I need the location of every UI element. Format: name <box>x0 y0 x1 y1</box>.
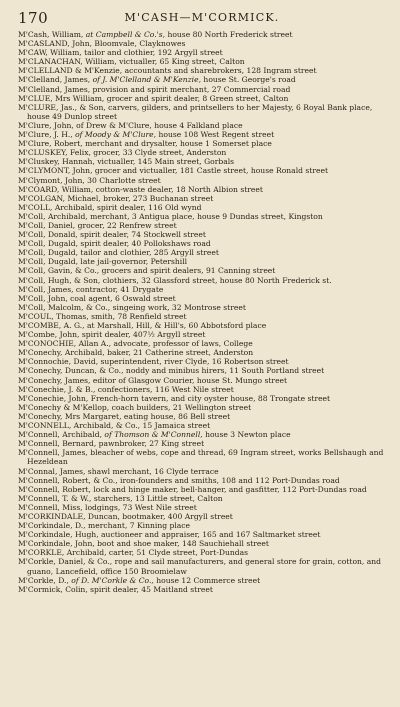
entry-details: John, coal agent, 6 Oswald street <box>47 293 176 303</box>
entry-details: & M'Kenzie, accountants and sharebrokers, 128 Ingram street <box>74 66 317 76</box>
entry-details: William, victualler, 65 King street, Calton <box>85 57 245 67</box>
entry-name: M'Connell, Archibald, <box>18 430 105 440</box>
entry-name: M'Clure, <box>18 120 54 130</box>
entry-details: John, of Drew & M'Clure, house 4 Falkland place <box>53 120 243 130</box>
entry-firm: of J. M'Clelland & M'Kenzie, <box>92 75 202 85</box>
directory-entry <box>18 57 386 66</box>
entry-name: M'Clure, <box>18 139 54 149</box>
entry-name: M'Connell, <box>18 448 63 458</box>
entry-name: M'CLANACHAN, <box>18 57 86 67</box>
directory-entry <box>18 330 386 339</box>
entry-details: & M'Kellop, coach builders, 21 Wellington street <box>63 402 252 412</box>
entry-details: Colin, spirit dealer, 45 Maitland street <box>65 584 213 594</box>
entry-details: John, boot and shoe maker, 148 Sauchiehall street <box>74 539 269 549</box>
directory-entry <box>18 66 386 75</box>
directory-entry <box>18 476 386 485</box>
entry-details: John, spirit dealer, 407½ Argyll street <box>59 330 206 340</box>
directory-entry <box>18 285 386 294</box>
entry-name: M'CAW, <box>18 48 51 58</box>
entry-name: M'COUL, <box>18 311 57 321</box>
entry-name: M'Combe, <box>18 330 60 340</box>
entry-name: M'Conechy <box>18 402 64 412</box>
entry-details: Hugh, auctioneer and appraiser, 165 and 167 Saltmarket street <box>74 530 321 540</box>
entry-details: Robert, merchant and drysalter, house 1 Somerset place <box>53 139 272 149</box>
directory-entry <box>18 412 386 421</box>
entry-name: M'CORKINDALE, <box>18 511 88 521</box>
entry-details: William, cotton-waste dealer, 18 North Albion street <box>61 184 263 194</box>
directory-entry <box>18 94 386 103</box>
entry-details: John, French-horn tavern, and city oyster house, 88 Trongate street <box>68 393 331 403</box>
directory-entry <box>18 266 386 275</box>
entry-name: M'Connell, <box>18 493 63 503</box>
directory-entry <box>18 157 386 166</box>
directory-entry <box>18 548 386 557</box>
page-header <box>18 6 386 26</box>
directory-entry <box>18 85 386 94</box>
entry-details: Archibald, spirit dealer, 116 Old wynd <box>54 202 202 212</box>
entry-name: M'Conechie, <box>18 384 69 394</box>
entry-details: Dugald, tailor and clothier, 285 Argyll street <box>47 248 219 258</box>
entry-details: Duncan, & Co., noddy and minibus hirers, 11 South Portland street <box>64 366 325 376</box>
entry-name: M'CONNELL, <box>18 421 74 431</box>
directory-entry <box>18 194 386 203</box>
directory-entry <box>18 539 386 548</box>
entry-details: John, Bloomvale, Clayknowes <box>72 39 186 49</box>
entry-details: Gavin, & Co., grocers and spirit dealers, 91 Canning street <box>47 266 276 276</box>
entry-name: M'Coll, <box>18 211 48 221</box>
directory-entry <box>18 421 386 430</box>
running-head: M'CASH—M'CORMICK. <box>124 11 280 24</box>
entry-name: M'CORKLE, <box>18 548 67 558</box>
directory-entry <box>18 212 386 221</box>
directory-entry <box>18 257 386 266</box>
entry-name: M'Coll, <box>18 284 48 294</box>
directory-entry <box>18 339 386 348</box>
entry-name: M'Connell, <box>18 502 63 512</box>
entry-details: James, bleacher of webs, cope and thread, 69 Ingram street, works Bellshaugh and Hezeldean <box>27 448 384 467</box>
entry-name: M'Connell, <box>18 484 63 494</box>
directory-entry <box>18 557 386 575</box>
entry-name: M'Coll, <box>18 230 48 240</box>
entry-name: M'COLGAN, <box>18 193 68 203</box>
directory-entry <box>18 585 386 594</box>
entry-details: A. G., at Marshall, Hill, & Hill's, 60 Abbotsford place <box>63 321 267 330</box>
directory-entry <box>18 403 386 412</box>
entry-details: Duncan, bootmaker, 400 Argyll street <box>87 511 233 521</box>
entry-name: M'Cormick, <box>18 584 66 594</box>
entry-details: J. & B., confectioners, 116 West Nile street <box>68 384 234 394</box>
entry-name: M'Conechy, <box>18 375 65 385</box>
entry-details: Mrs Margaret, eating house, 86 Bell street <box>64 411 231 421</box>
entry-name: M'Clelland, <box>18 84 65 94</box>
entry-name: M'Coll, <box>18 275 48 285</box>
entry-name: M'Conechie, <box>18 393 69 403</box>
entry-name: M'CLELLAND <box>18 66 75 76</box>
entry-name: M'Corkle, <box>18 557 59 567</box>
entry-details: Archibald, merchant, 3 Antigua place, house 9 Dundas street, Kingston <box>47 211 323 221</box>
entry-details: Dugald, spirit dealer, 40 Pollokshaws road <box>47 239 211 249</box>
directory-entry <box>18 448 386 466</box>
directory-entry <box>18 494 386 503</box>
entry-name: M'Coll, <box>18 239 48 249</box>
entry-name: M'CLURE, <box>18 102 61 112</box>
directory-entry <box>18 366 386 375</box>
directory-entry <box>18 521 386 530</box>
directory-entry <box>18 394 386 403</box>
entry-details: Daniel, & Co., rope and sail manufacturers, and general store for grain, cotton, and guano, Lancefield, office 150 Broomielaw <box>27 557 382 576</box>
entry-details: house 12 Commerce street <box>153 575 261 585</box>
entry-name: M'Clelland, James, <box>18 75 93 85</box>
directory-entry <box>18 166 386 175</box>
entry-details: Dugald, late jail-governor, Petershill <box>47 257 188 267</box>
directory-entry <box>18 103 386 121</box>
entry-details: Mrs William, grocer and spirit dealer, 8 Green street, Calton <box>55 93 289 103</box>
entry-details: William, tailor and clothier, 192 Argyll street <box>50 48 223 58</box>
entry-details: Robert, & Co., iron-founders and smiths, 108 and 112 Port-Dundas road <box>62 475 340 485</box>
entry-details: house St. George's road <box>201 75 296 85</box>
entry-details: Michael, broker, 273 Buchanan street <box>67 193 214 203</box>
entry-name: M'Coll, <box>18 302 48 312</box>
entry-name: M'Cash, William, <box>18 30 86 39</box>
entry-details: John, 30 Charlotte street <box>64 175 161 185</box>
directory-entry <box>18 467 386 476</box>
entry-name: M'Coll, <box>18 220 48 230</box>
entry-details: James, provision and spirit merchant, 27 Commercial road <box>64 84 291 94</box>
directory-entry <box>18 385 386 394</box>
entry-name: M'Cluskey, <box>18 157 63 167</box>
entry-details: Jas., & Son, carvers, gilders, and printsellers to her Majesty, 6 Royal Bank place, house 49 Dunlop street <box>27 102 373 121</box>
directory-entry <box>18 376 386 385</box>
entry-name: M'Coll, <box>18 248 48 258</box>
entry-details: house 3 Newton place <box>202 430 291 440</box>
entry-name: M'Coll, <box>18 257 48 267</box>
entry-details: Donald, spirit dealer, 74 Stockwell street <box>47 230 206 240</box>
entry-details: Daniel, grocer, 22 Renfrew street <box>47 220 177 230</box>
entry-name: M'COARD, <box>18 184 62 194</box>
directory-entry <box>18 30 386 39</box>
entry-name: M'Connell, <box>18 475 63 485</box>
directory-entry <box>18 312 386 321</box>
entry-name: M'Connell, <box>18 439 63 449</box>
entry-details: Archibald, baker, 21 Catherine street, Anderston <box>64 348 254 358</box>
entry-details: James, shawl merchant, 16 Clyde terrace <box>59 466 219 476</box>
entry-name: M'Coll, <box>18 266 48 276</box>
directory-entry <box>18 321 386 330</box>
entry-name: M'COLL, <box>18 202 55 212</box>
entry-name: M'Coll, <box>18 293 48 303</box>
directory-entry <box>18 512 386 521</box>
directory-entry <box>18 348 386 357</box>
entry-name: M'Conechy, <box>18 366 65 376</box>
entry-name: M'Conechy, <box>18 411 65 421</box>
directory-entry <box>18 530 386 539</box>
directory-entry <box>18 121 386 130</box>
entry-name: M'Corkindale, <box>18 521 75 531</box>
directory-entry <box>18 48 386 57</box>
entry-firm: of Moody & M'Clure, <box>75 130 157 140</box>
entry-name: M'Connal, <box>18 466 60 476</box>
directory-entry <box>18 357 386 366</box>
directory-entry <box>18 276 386 285</box>
entry-details: Archibald, & Co., 15 Jamaica street <box>73 421 211 431</box>
directory-entry <box>18 430 386 439</box>
entry-name: M'Clure, J. H., <box>18 130 76 140</box>
entry-name: M'CONOCHIE, <box>18 339 79 349</box>
entry-details: John, grocer and victualler, 181 Castle street, house Ronald street <box>72 166 329 176</box>
entry-details: David, superintendent, river Clyde, 16 Robertson street <box>73 357 289 367</box>
entry-details: house 80 North Frederick street <box>165 30 293 39</box>
entry-details: house 108 West Regent street <box>156 130 275 140</box>
directory-entry <box>18 221 386 230</box>
directory-entry <box>18 139 386 148</box>
directory-entry <box>18 439 386 448</box>
directory-entry <box>18 248 386 257</box>
entry-details: Robert, lock and hinge maker, bell-hanger, and gasfitter, 112 Port-Dundas road <box>62 484 367 494</box>
directory-entry <box>18 230 386 239</box>
entry-firm: of D. M'Corkle & Co., <box>71 575 154 585</box>
directory-entry <box>18 576 386 585</box>
directory-entry <box>18 148 386 157</box>
directory-entry <box>18 303 386 312</box>
directory-entry <box>18 39 386 48</box>
directory-entry <box>18 203 386 212</box>
directory-entries <box>18 30 386 697</box>
entry-name: M'COMBE, <box>18 321 64 330</box>
directory-entry <box>18 130 386 139</box>
entry-details: T. & W., starchers, 13 Little street, Calton <box>62 493 223 503</box>
entry-name: M'CLUSKEY, <box>18 148 70 158</box>
entry-name: M'Corkle, D., <box>18 575 72 585</box>
entry-details: Allan A., advocate, professor of laws, College <box>78 339 253 349</box>
entry-details: Felix, grocer, 33 Clyde street, Anderston <box>69 148 227 158</box>
entry-name: M'Conechy, <box>18 348 65 358</box>
directory-entry <box>18 75 386 84</box>
directory-entry <box>18 176 386 185</box>
entry-details: Hannah, victualler, 145 Main street, Gorbals <box>62 157 235 167</box>
directory-entry <box>18 485 386 494</box>
entry-name: M'Connochie, <box>18 357 74 367</box>
entry-details: Bernard, pawnbroker, 27 King street <box>62 439 205 449</box>
entry-name: M'Corkindale, <box>18 539 75 549</box>
entry-details: Hugh, & Son, clothiers, 32 Glassford street, house 80 North Frederick st. <box>47 275 332 285</box>
directory-entry <box>18 185 386 194</box>
directory-entry <box>18 239 386 248</box>
directory-entry <box>18 503 386 512</box>
entry-details: James, contractor, 41 Drygate <box>47 284 164 294</box>
entry-name: M'Corkindale, <box>18 530 75 540</box>
entry-details: Malcolm, & Co., singeing work, 32 Montrose street <box>47 302 246 312</box>
entry-details: Thomas, smith, 78 Renfield street <box>56 311 187 321</box>
entry-firm: at Campbell & Co.'s, <box>85 30 166 39</box>
directory-entry <box>18 294 386 303</box>
entry-details: Miss, lodgings, 73 West Nile street <box>62 502 197 512</box>
entry-details: James, editor of Glasgow Courier, house St. Mungo street <box>64 375 288 385</box>
entry-firm: of Thomson & M'Connell, <box>104 430 203 440</box>
entry-name: M'CLYMONT, <box>18 166 73 176</box>
entry-name: M'Clymont, <box>18 175 65 185</box>
entry-details: D., merchant, 7 Kinning place <box>74 521 191 531</box>
entry-details: Archibald, carter, 51 Clyde street, Port-Dundas <box>66 548 249 558</box>
page-number: 170 <box>18 9 49 27</box>
entry-name: M'CASLAND, <box>18 39 73 49</box>
entry-name: M'CLUE, <box>18 93 56 103</box>
